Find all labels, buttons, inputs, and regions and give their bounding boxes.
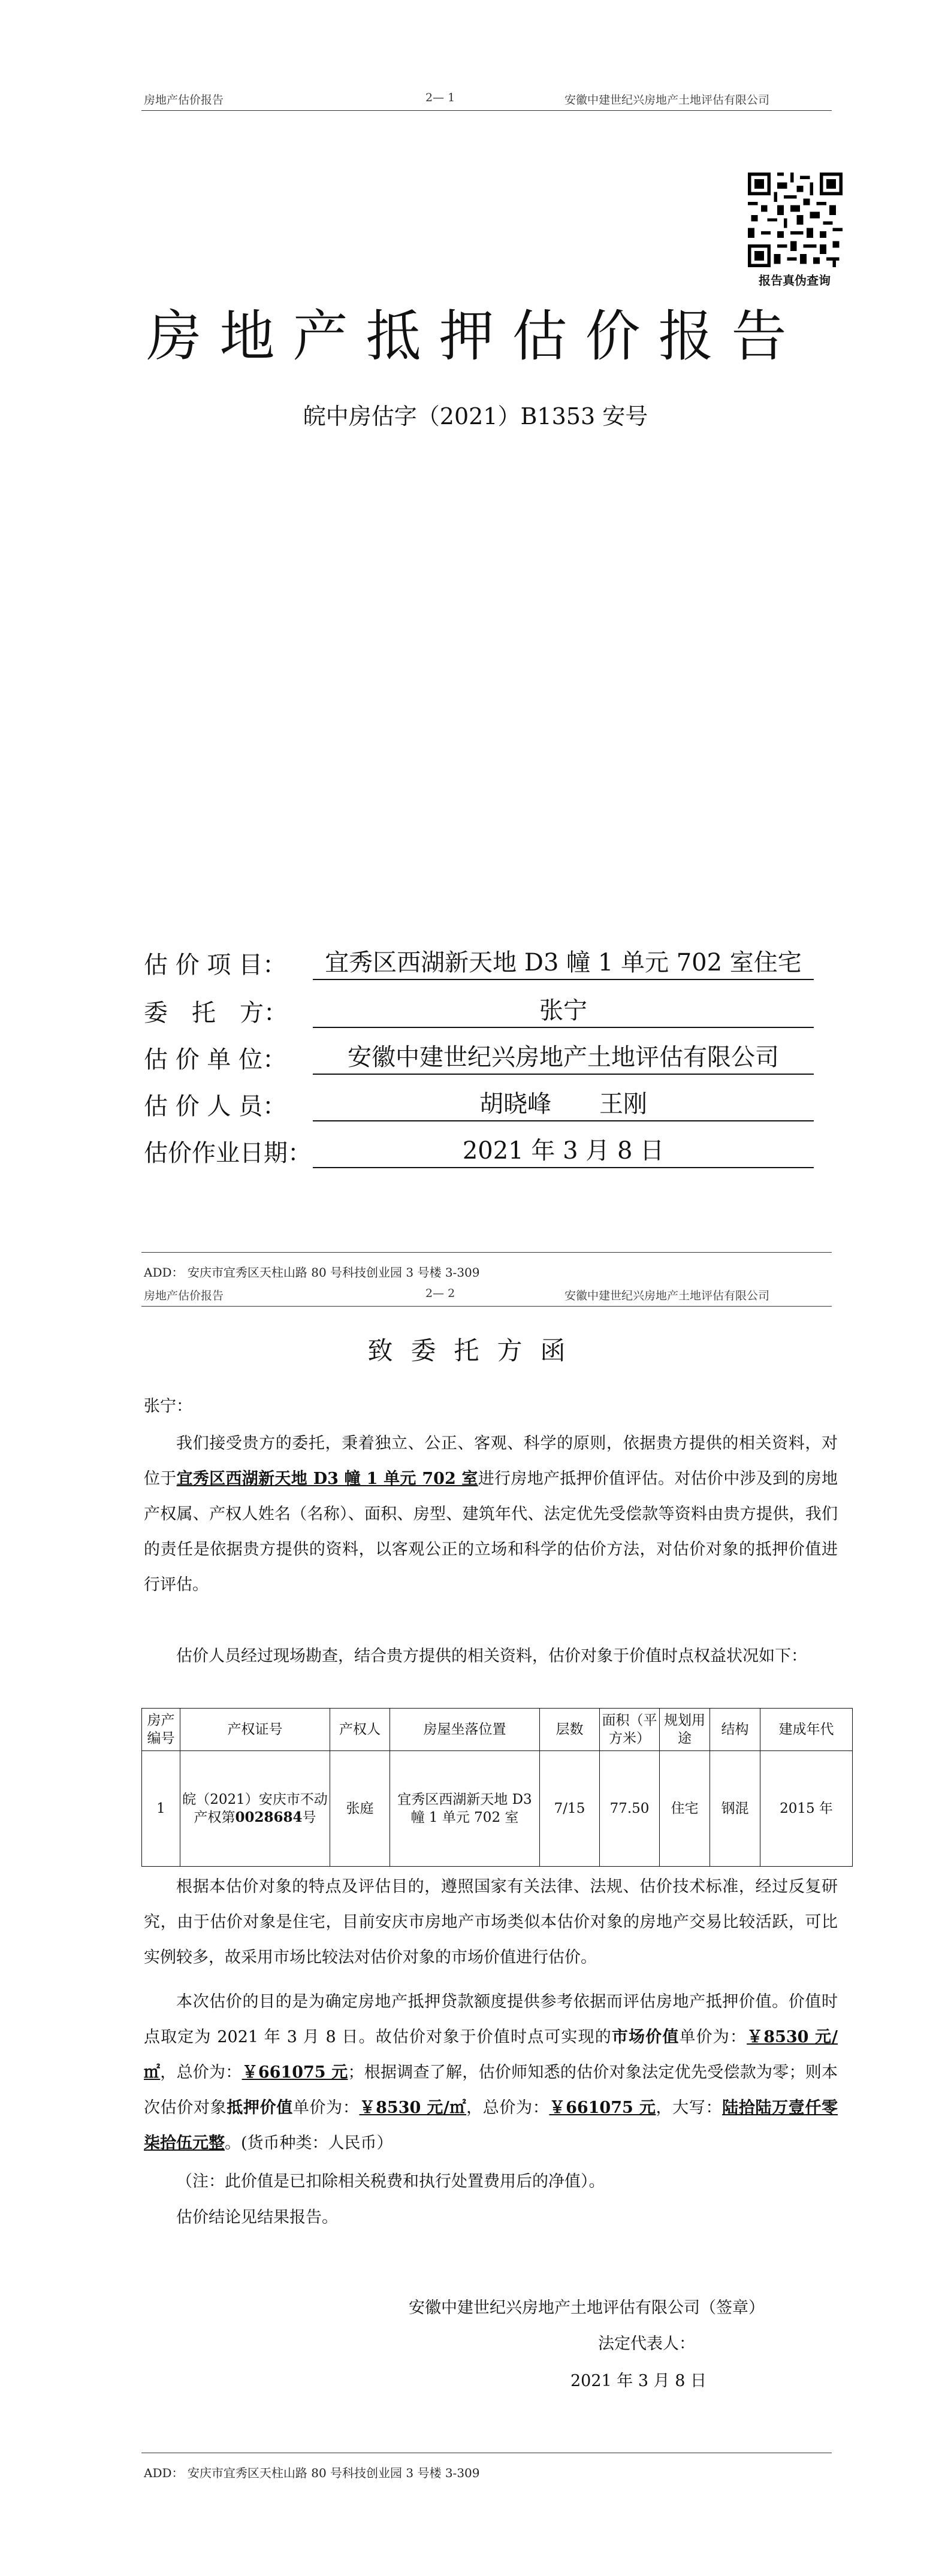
legal-representative: 法定代表人： — [598, 2335, 695, 2353]
signature-date: 2021 年 3 月 8 日 — [570, 2372, 707, 2390]
report-number: 皖中房估字（2021）B1353 安号 — [303, 403, 648, 430]
intro-text: 我们接受贵方的委托，秉着独立、公正、客观、科学的原则，依据贵方提供的相关资料，对位于 — [144, 1434, 838, 1488]
paragraph-value — [144, 1984, 838, 2161]
header-page-number: 2— 2 — [425, 1287, 455, 1300]
cell-location: 宜秀区西湖新天地 D3 幢 1 单元 702 室 — [390, 1751, 540, 1867]
field-appraisers — [144, 1086, 814, 1121]
cell-use: 住宅 — [660, 1751, 710, 1867]
market-total-price: ￥661075 元 — [241, 2063, 348, 2082]
footer-address: ADD： 安庆市宜秀区天柱山路 80 号科技创业园 3 号楼 3-309 — [144, 2466, 480, 2480]
salutation: 张宁： — [144, 1397, 192, 1416]
paragraph-method: 根据本估价对象的特点及评估目的，遵照国家有关法律、法规、估价技术标准，经过反复研究，由于估价对象是住宅，目前安庆市房地产市场类似本估价对象的房地产交易比较活跃，可比实例较多，故采用市场比较法对估价对象的市场价值进行估价。 — [144, 1877, 838, 1967]
cell-structure: 钢混 — [710, 1751, 760, 1867]
cell-floors: 7/15 — [540, 1751, 600, 1867]
field-label: 估 价 单 位： — [144, 1046, 287, 1074]
letter-title: 致委托方函 — [367, 1336, 584, 1365]
amount-in-words: 陆拾陆万壹仟零柒拾伍元整 — [144, 2099, 838, 2152]
cell-owner: 张庭 — [330, 1751, 390, 1867]
value-text: 本次估价的目的是为确定房地产抵押贷款额度提供参考依据而评估房地产抵押价值。价值时点取定为 2021 年 3 月 8 日。故估价对象于价值时点可实现的 — [144, 1993, 838, 2046]
table-header-row — [142, 1709, 853, 1751]
footer-rule — [141, 1252, 832, 1253]
cell-year: 2015 年 — [760, 1751, 853, 1867]
field-value: 胡晓峰 王刚 — [313, 1085, 814, 1121]
field-value: 宜秀区西湖新天地 D3 幢 1 单元 702 室住宅 — [313, 944, 814, 980]
col-header: 产权证号 — [180, 1709, 330, 1751]
paragraph-intro — [144, 1426, 838, 1603]
value-text: ，大写： — [656, 2099, 723, 2117]
col-header: 层数 — [540, 1709, 600, 1751]
header-company: 安徽中建世纪兴房地产土地评估有限公司 — [564, 93, 770, 107]
value-text: 单价为： — [292, 2099, 360, 2117]
value-text: 单价为： — [679, 2028, 747, 2046]
property-table — [141, 1708, 853, 1867]
field-value: 张宁 — [313, 991, 814, 1028]
header-rule — [141, 1306, 832, 1307]
header-rule — [141, 110, 832, 111]
conclusion: 估价结论见结果报告。 — [176, 2208, 338, 2227]
cert-suffix: 号 — [302, 1810, 316, 1825]
field-project — [144, 944, 814, 980]
header-report-type: 房地产估价报告 — [144, 93, 224, 107]
col-header: 建成年代 — [760, 1709, 853, 1751]
mortgage-value-label: 抵押价值 — [227, 2099, 293, 2117]
property-address: 宜秀区西湖新天地 D3 幢 1 单元 702 室 — [176, 1470, 478, 1488]
header-page-number: 2— 1 — [425, 91, 455, 104]
cell-cert — [180, 1751, 330, 1867]
market-value-label: 市场价值 — [611, 2028, 680, 2046]
qr-caption: 报告真伪查询 — [759, 273, 831, 288]
field-label: 委 托 方： — [144, 999, 288, 1027]
field-value: 安徽中建世纪兴房地产土地评估有限公司 — [313, 1038, 814, 1075]
field-label: 估 价 项 目： — [144, 951, 287, 979]
qr-code-icon[interactable] — [748, 173, 843, 267]
table-row — [142, 1751, 853, 1867]
market-unit-price: ￥8530 元/㎡ — [144, 2028, 838, 2082]
report-title: 房地产抵押估价报告 — [146, 304, 805, 368]
cert-prefix: 皖（2021）安庆市不动产权第 — [182, 1792, 328, 1825]
col-header: 结构 — [710, 1709, 760, 1751]
intro-text-2: 进行房地产抵押价值评估。对估价中涉及到的房地产权属、产权人姓名（名称）、面积、房型、建筑年代、法定优先受偿款等资料由贵方提供，我们的责任是依据贵方提供的资料，以客观公正的立场和科学的估价方法，对估价对象的抵押价值进行评估。 — [144, 1470, 838, 1594]
col-header: 产权人 — [330, 1709, 390, 1751]
cell-no: 1 — [142, 1751, 180, 1867]
signature-company: 安徽中建世纪兴房地产土地评估有限公司（签章） — [409, 2299, 765, 2317]
col-header: 房屋坐落位置 — [390, 1709, 540, 1751]
field-work-date — [144, 1132, 814, 1168]
value-text: ；根据调查了解，估价师知悉的估价对象法定优先受偿款为零；则本次估价对象 — [144, 2063, 838, 2117]
mortgage-unit-price: ￥8530 元/㎡ — [359, 2099, 467, 2117]
col-header: 面积（平方米） — [600, 1709, 660, 1751]
field-label: 估 价 人 员： — [144, 1093, 287, 1120]
footer-address: ADD： 安庆市宜秀区天柱山路 80 号科技创业园 3 号楼 3-309 — [144, 1265, 480, 1280]
col-header: 房产编号 — [142, 1709, 180, 1751]
cell-area: 77.50 — [600, 1751, 660, 1867]
header-report-type: 房地产估价报告 — [144, 1289, 224, 1302]
cert-number: 0028684 — [235, 1809, 303, 1825]
field-label: 估价作业日期： — [144, 1139, 312, 1167]
field-value: 2021 年 3 月 8 日 — [313, 1132, 814, 1168]
col-header: 规划用途 — [660, 1709, 710, 1751]
paragraph-survey: 估价人员经过现场勘查，结合贵方提供的相关资料，估价对象于价值时点权益状况如下： — [176, 1647, 807, 1665]
value-text: ，总价为： — [466, 2099, 550, 2117]
mortgage-total-price: ￥661075 元 — [549, 2099, 656, 2117]
note: （注：此价值是已扣除相关税费和执行处置费用后的净值）。 — [176, 2172, 605, 2191]
value-text: ，总价为： — [160, 2063, 242, 2082]
field-client — [144, 992, 814, 1028]
field-appraiser-unit — [144, 1039, 814, 1075]
value-text: 。(货币种类：人民币） — [225, 2134, 393, 2152]
header-company: 安徽中建世纪兴房地产土地评估有限公司 — [564, 1289, 770, 1302]
